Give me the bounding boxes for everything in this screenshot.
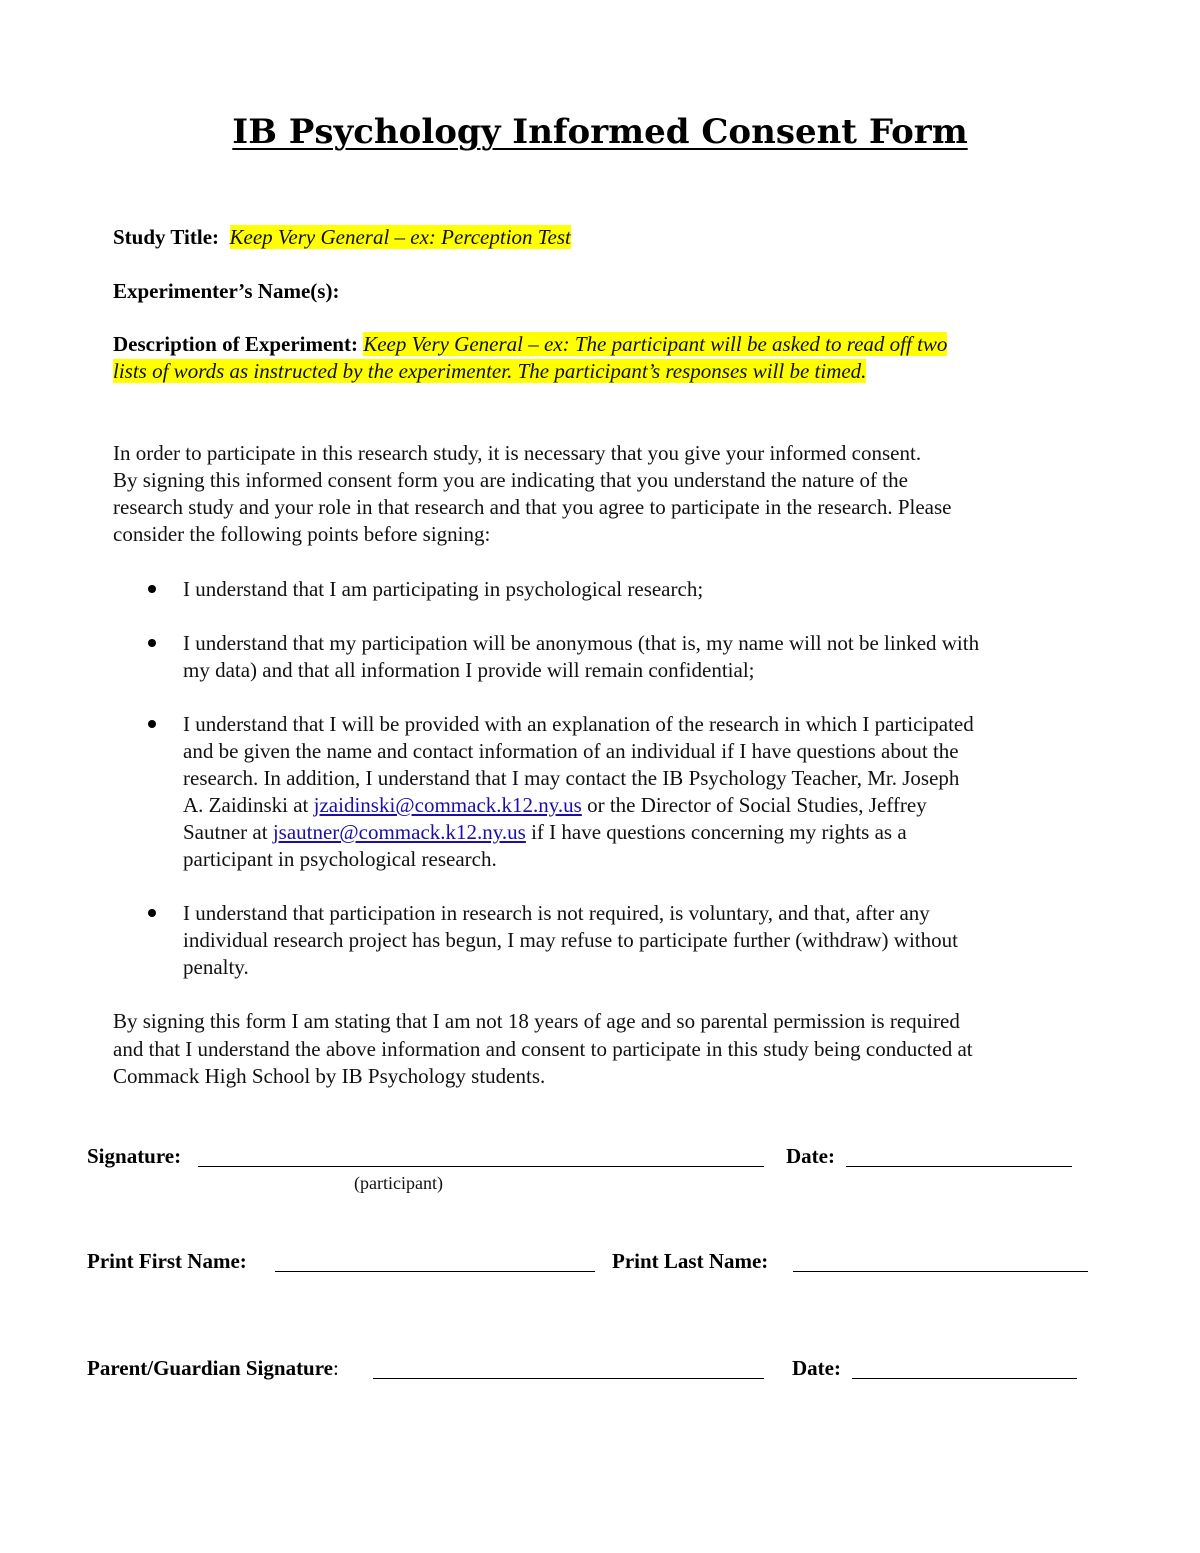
bullet-4-line-3: penalty. (183, 955, 249, 979)
bullet-3-line-5 (183, 819, 1093, 846)
study-title-value: Keep Very General – ex: Perception Test (229, 225, 571, 249)
intro-line-1: In order to participate in this research study, it is necessary that you give your informed consent. (113, 441, 922, 465)
bullet-4-line-1: I understand that participation in research is not required, is voluntary, and that, after any (183, 901, 930, 925)
bullet-3-line-4 (183, 792, 1093, 819)
signature-label: Signature: (87, 1144, 182, 1168)
date-label-2: Date: (792, 1356, 841, 1380)
first-name-label: Print First Name: (87, 1249, 247, 1273)
participant-note: (participant) (354, 1173, 443, 1193)
closing-line-2: and that I understand the above information and consent to participate in this study being conducted at (113, 1037, 973, 1061)
intro-line-2: By signing this informed consent form you are indicating that you understand the nature of the (113, 468, 908, 492)
email-link-sautner[interactable]: jsautner@commack.k12.ny.us (272, 820, 526, 844)
bullet-2-line-1: I understand that my participation will be anonymous (that is, my name will not be linked with (183, 631, 980, 655)
bullet-3-text: if I have questions concerning my rights as a (525, 820, 907, 844)
intro-line-3: research study and your role in that research and that you agree to participate in the research. Please (113, 495, 952, 519)
bullet-dot (148, 639, 156, 647)
last-name-label: Print Last Name: (612, 1249, 769, 1273)
date-line[interactable] (846, 1166, 1072, 1167)
bullet-3-line-3: research. In addition, I understand that I may contact the IB Psychology Teacher, Mr. Joseph (183, 766, 960, 790)
bullet-3-line-1: I understand that I will be provided with an explanation of the research in which I participated (183, 712, 974, 736)
bullet-dot (148, 585, 156, 593)
last-name-line[interactable] (793, 1271, 1088, 1272)
closing-line-3: Commack High School by IB Psychology students. (113, 1064, 546, 1088)
first-name-line[interactable] (275, 1271, 595, 1272)
description-row-2 (113, 358, 1093, 385)
bullet-3-line-6: participant in psychological research. (183, 847, 497, 871)
parent-signature-label: Parent/Guardian Signature (87, 1356, 334, 1380)
parent-signature-line[interactable] (373, 1378, 764, 1379)
description-value-line1: Keep Very General – ex: The participant will be asked to read off two (363, 332, 948, 356)
email-link-zaidinski[interactable]: jzaidinski@commack.k12.ny.us (313, 793, 582, 817)
bullet-dot (148, 720, 156, 728)
bullet-3-line-2: and be given the name and contact information of an individual if I have questions about the (183, 739, 959, 763)
bullet-3-text: A. Zaidinski at (183, 793, 314, 817)
study-title-label: Study Title: (113, 225, 220, 249)
date-label: Date: (786, 1144, 835, 1168)
description-label: Description of Experiment: (113, 332, 358, 356)
experimenter-label: Experimenter’s Name(s): (113, 279, 340, 303)
date-line-2[interactable] (852, 1378, 1077, 1379)
bullet-2-line-2: my data) and that all information I provide will remain confidential; (183, 658, 755, 682)
intro-line-4: consider the following points before signing: (113, 522, 491, 546)
bullet-3-text: Sautner at (183, 820, 273, 844)
parent-signature-row (87, 1355, 339, 1382)
description-row (113, 331, 1093, 358)
closing-line-1: By signing this form I am stating that I am not 18 years of age and so parental permission is required (113, 1009, 960, 1033)
bullet-4-line-2: individual research project has begun, I may refuse to participate further (withdraw) without (183, 928, 958, 952)
experimenter-row (113, 278, 1093, 305)
signature-line[interactable] (198, 1166, 764, 1167)
bullet-1: I understand that I am participating in psychological research; (183, 577, 704, 601)
parent-signature-colon: : (333, 1356, 339, 1380)
study-title-row (113, 224, 1093, 251)
page-title: IB Psychology Informed Consent Form (232, 112, 968, 152)
bullet-3-text: or the Director of Social Studies, Jeffrey (581, 793, 927, 817)
description-value-line2: lists of words as instructed by the experimenter. The participant’s responses will be timed. (113, 359, 867, 383)
bullet-dot (148, 909, 156, 917)
